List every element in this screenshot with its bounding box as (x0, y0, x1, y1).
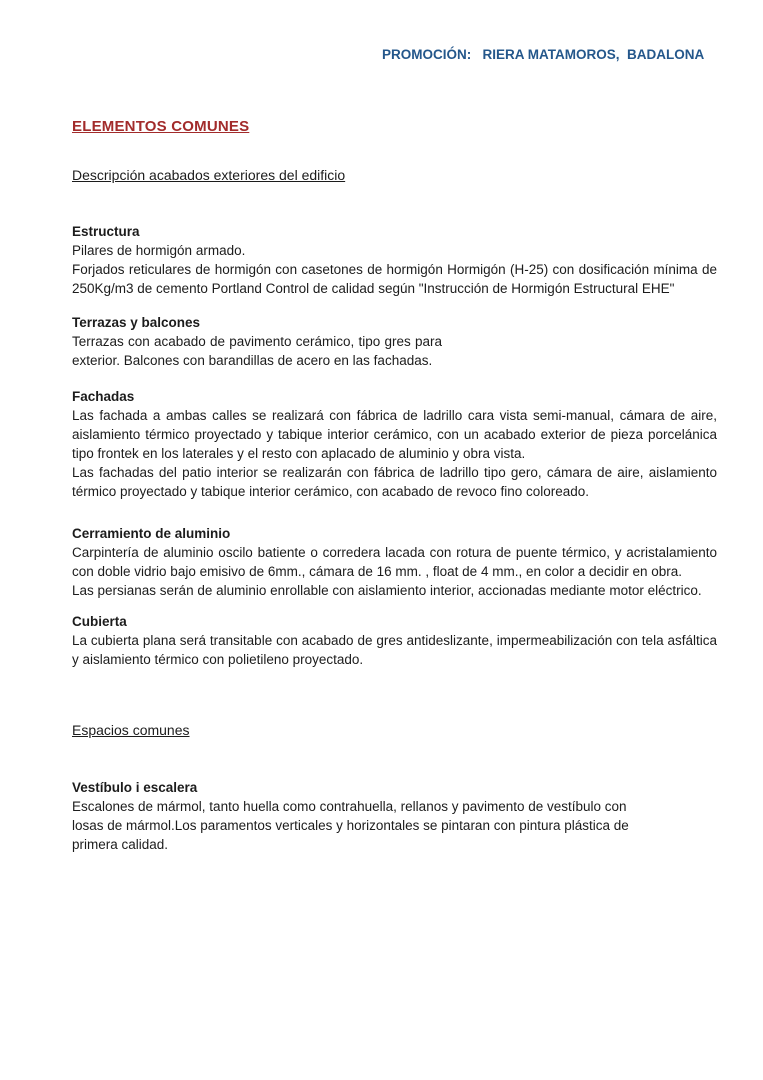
section-paragraph: Terrazas con acabado de pavimento cerámico, tipo gres para exterior. Balcones con barandillas de acero en las fachadas. (72, 334, 442, 368)
section-paragraph: Escalones de mármol, tanto huella como contrahuella, rellanos y pavimento de vestíbulo con losas de mármol.Los paramentos verticales y horizontales se pintaran con pintura plástica de primera calidad. (72, 799, 629, 852)
section-vestibulo-i-escalera (72, 778, 717, 854)
section-paragraph: Las persianas serán de aluminio enrollable con aislamiento interior, accionadas mediante motor eléctrico. (72, 583, 702, 598)
exterior-finishes-subtitle: Descripción acabados exteriores del edificio (72, 167, 346, 183)
section-cerramiento-de-aluminio (72, 524, 717, 600)
common-spaces-subtitle: Espacios comunes (72, 722, 190, 738)
section-heading-cubierta: Cubierta (72, 614, 127, 629)
promotion-header: PROMOCIÓN: RIERA MATAMOROS, BADALONA (382, 47, 705, 62)
section-heading-terrazas: Terrazas y balcones (72, 315, 201, 330)
section-paragraph: Las fachadas del patio interior se realizarán con fábrica de ladrillo tipo gero, cámara de aire, aislamiento térmico proyectado y tabique interior cerámico, con acabado de revoco fino coloreado. (72, 465, 717, 499)
section-cubierta (72, 612, 717, 669)
section-heading-vestibulo: Vestíbulo i escalera (72, 780, 198, 795)
document-title: ELEMENTOS COMUNES (72, 118, 250, 135)
section-heading-cerramiento: Cerramiento de aluminio (72, 526, 231, 541)
section-paragraph: Pilares de hormigón armado. (72, 243, 246, 258)
section-heading-estructura: Estructura (72, 224, 140, 239)
section-paragraph: Forjados reticulares de hormigón con casetones de hormigón Hormigón (H-25) con dosificación mínima de 250Kg/m3 de cemento Portland Control de calidad según "Instrucción de Hormigón Estructural EHE" (72, 262, 717, 296)
section-paragraph: La cubierta plana será transitable con acabado de gres antideslizante, impermeabilización con tela asfáltica y aislamiento térmico con polietileno proyectado. (72, 633, 717, 667)
section-terrazas-y-balcones (72, 313, 717, 370)
section-fachadas (72, 387, 717, 501)
section-heading-fachadas: Fachadas (72, 389, 135, 404)
section-paragraph: Las fachada a ambas calles se realizará con fábrica de ladrillo cara vista semi-manual, cámara de aire, aislamiento térmico proyectado y tabique interior cerámico, con un acabado exterior de pieza porcelánica tipo frontek en los laterales y el resto con aplacado de aluminio y obra vista. (72, 408, 717, 461)
section-paragraph: Carpintería de aluminio oscilo batiente o corredera lacada con rotura de puente térmico, y acristalamiento con doble vidrio bajo emisivo de 6mm., cámara de 16 mm. , float de 4 mm., en color a decidir en obra. (72, 545, 717, 579)
section-estructura (72, 222, 717, 298)
